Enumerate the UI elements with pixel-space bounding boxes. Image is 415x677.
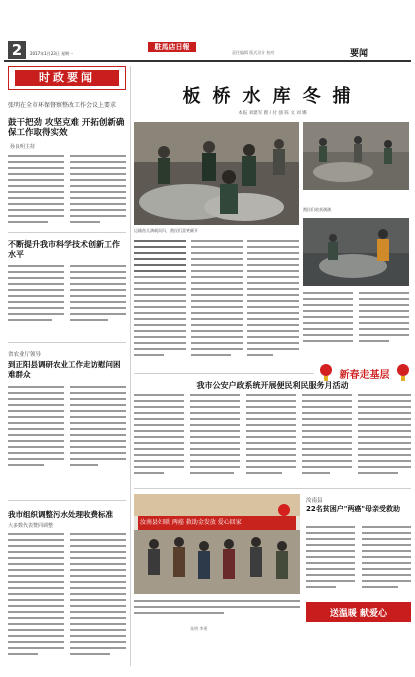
article-4-subtitle: 大多数代表赞同调整 [8, 523, 54, 529]
photo-banner-text: 汝南县妇联 两癌 救助金发放 爱心回家 [140, 519, 242, 526]
fishing-crowd-image [134, 122, 299, 225]
article-2-title: 不断提升我市科学技术创新工作水平 [8, 240, 120, 259]
article-6-title: 22名贫困户"两癌"母亲受救助 [306, 505, 401, 513]
article-6-body [306, 526, 411, 592]
divider [8, 342, 126, 343]
article-1-subtitle: 孙良明主持 [10, 144, 36, 150]
article-5-body [134, 394, 411, 482]
divider [134, 488, 411, 489]
feature-photo-net [303, 218, 409, 286]
article-3-body [8, 386, 126, 476]
feature-body-right [303, 292, 409, 354]
warmth-banner [306, 602, 411, 622]
reservoir-image [303, 122, 409, 190]
feature-caption-side: 渔民们收获满满 [303, 207, 331, 212]
paper-name: 駐馬店日報 [148, 42, 196, 52]
page-number: 2 [8, 41, 26, 59]
article-5-title: 我市公安户政系统开展便民利民服务月活动 [196, 381, 349, 390]
spring-banner-label: 新春走基层 [339, 370, 390, 381]
article-3-kicker: 省农业厅领导 [8, 352, 42, 358]
feature-title: 板桥水库冬捕 [182, 86, 363, 107]
section-title: 要闻 [350, 49, 369, 59]
article-4-title: 我市组织调整污水处理收费标准 [8, 510, 113, 519]
donation-event-image [134, 494, 300, 594]
column-divider [130, 66, 131, 666]
article-1-kicker: 张明在全市环保督察整改工作会议上要求 [8, 102, 117, 109]
feature-photo-main [134, 122, 299, 225]
article-2-body [8, 265, 126, 325]
warmth-banner-label: 送温暖 献爱心 [329, 609, 388, 619]
feature-photo-side [303, 122, 409, 190]
masthead-rule [4, 60, 411, 62]
article-1-body [8, 155, 126, 227]
donation-caption [134, 598, 300, 618]
date-line: 2017年1月23日 星期一 [30, 51, 74, 56]
column-header [8, 66, 126, 90]
article-1-title: 鼓干把劲 攻坚克难 开拓创新确保工作取得实效 [8, 118, 125, 138]
divider [134, 373, 314, 374]
meta-line: 责任编辑 版式设计 校对 [232, 50, 275, 55]
fishing-net-image [303, 218, 409, 286]
article-3-title: 到正阳县调研农业工作走访慰问困难群众 [8, 360, 121, 379]
donation-photo [134, 494, 300, 594]
article-6-kicker: 汝南县 [306, 498, 323, 504]
column-header-label: 时政要闻 [15, 70, 119, 86]
article-4-body [8, 533, 126, 663]
feature-byline: 本报 刘建军 摄 / 付 强 陈 文 刘 娜 [238, 111, 307, 116]
page-footer: 张明 李勇 [190, 626, 208, 631]
divider [8, 232, 126, 233]
feature-caption-main: 运输鱼儿满载而归，渔民们喜笑颜开 [134, 228, 198, 233]
feature-body [134, 240, 299, 360]
masthead [0, 0, 415, 60]
divider [8, 500, 126, 501]
